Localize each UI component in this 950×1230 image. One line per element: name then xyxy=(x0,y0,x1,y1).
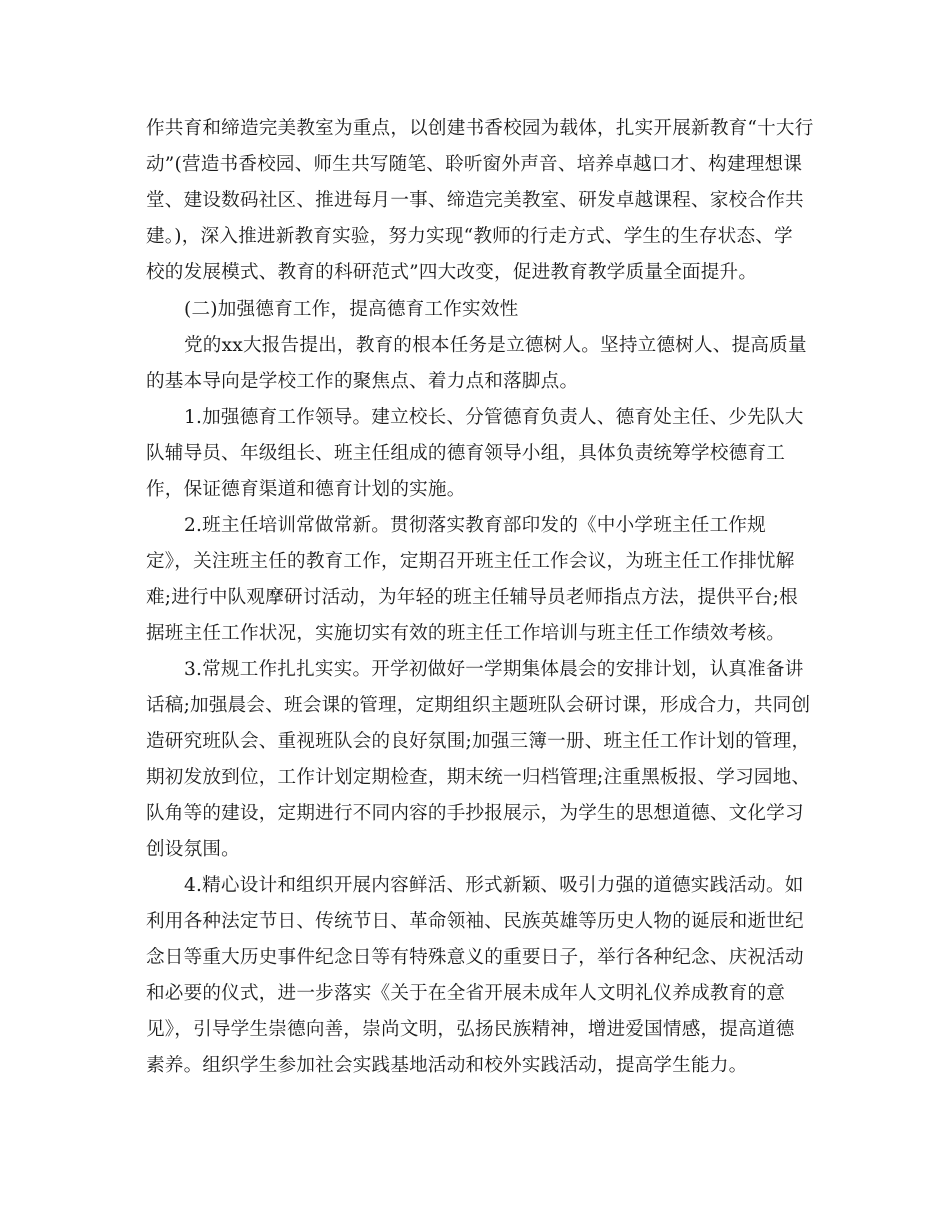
body-text-line: 素养。组织学生参加社会实践基地活动和校外实践活动，提高学生能力。 xyxy=(146,1055,748,1076)
body-text-line: 作，保证德育渠道和德育计划的实施。 xyxy=(146,479,466,500)
body-text-line: 见》，引导学生崇德向善，崇尚文明，弘扬民族精神，增进爱国情感，提高道德 xyxy=(146,1019,795,1040)
body-text-line: 期初发放到位，工作计划定期检查，期末统一归档管理;注重黑板报、学习园地、 xyxy=(146,767,811,788)
body-text-line: 话稿;加强晨会、班会课的管理，定期组织主题班队会研讨课，形成合力，共同创 xyxy=(146,695,811,716)
list-item-2-start: 2.班主任培训常做常新。贯彻落实教育部印发的《中小学班主任工作规 xyxy=(184,515,766,536)
list-item-4-start: 4.精心设计和组织开展内容鲜活、形式新颖、吸引力强的道德实践活动。如 xyxy=(184,875,804,896)
body-text-line: 的基本导向是学校工作的聚焦点、着力点和落脚点。 xyxy=(146,371,579,392)
body-text-line: 造研究班队会、重视班队会的良好氛围;加强三簿一册、班主任工作计划的管理， xyxy=(146,731,811,752)
body-text-line: 难;进行中队观摩研讨活动，为年轻的班主任辅导员老师指点方法，提供平台;根 xyxy=(146,587,798,608)
body-text-line: 利用各种法定节日、传统节日、革命领袖、民族英雄等历史人物的诞辰和逝世纪 xyxy=(146,911,804,932)
body-text-line: 堂、建设数码社区、推进每月一事、缔造完美教室、研发卓越课程、家校合作共 xyxy=(146,190,804,211)
list-item-3-start: 3.常规工作扎扎实实。开学初做好一学期集体晨会的安排计划，认真准备讲 xyxy=(184,659,804,680)
body-text-line: 创设氛围。 xyxy=(146,839,240,860)
body-text-line: 动”(营造书香校园、师生共写随笔、聆听窗外声音、培养卓越口才、构建理想课 xyxy=(146,154,803,175)
section-heading: (二)加强德育工作，提高德育工作实效性 xyxy=(184,299,519,320)
body-text-line: 和必要的仪式，进一步落实《关于在全省开展未成年人文明礼仪养成教育的意 xyxy=(146,983,785,1004)
body-text-line: 念日等重大历史事件纪念日等有特殊意义的重要日子，举行各种纪念、庆祝活动 xyxy=(146,947,804,968)
body-text-line: 建。)，深入推进新教育实验，努力实现“教师的行走方式、学生的生存状态、学 xyxy=(146,226,793,247)
body-text-line: 校的发展模式、教育的科研范式”四大改变，促进教育教学质量全面提升。 xyxy=(146,262,758,283)
body-text-line: 队角等的建设，定期进行不同内容的手抄报展示，为学生的思想道德、文化学习 xyxy=(146,803,804,824)
body-text-line: 据班主任工作状况，实施切实有效的班主任工作培训与班主任工作绩效考核。 xyxy=(146,623,785,644)
body-text-line: 定》，关注班主任的教育工作，定期召开班主任工作会议，为班主任工作排忧解 xyxy=(146,551,795,572)
body-text-line: 作共育和缔造完美教室为重点，以创建书香校园为载体，扎实开展新教育“十大行 xyxy=(146,118,814,139)
paragraph-start-line: 党的xx大报告提出，教育的根本任务是立德树人。坚持立德树人、提高质量 xyxy=(184,335,807,356)
body-text-line: 队辅导员、年级组长、班主任组成的德育领导小组，具体负责统筹学校德育工 xyxy=(146,443,785,464)
list-item-1-start: 1.加强德育工作领导。建立校长、分管德育负责人、德育处主任、少先队大 xyxy=(184,407,804,428)
